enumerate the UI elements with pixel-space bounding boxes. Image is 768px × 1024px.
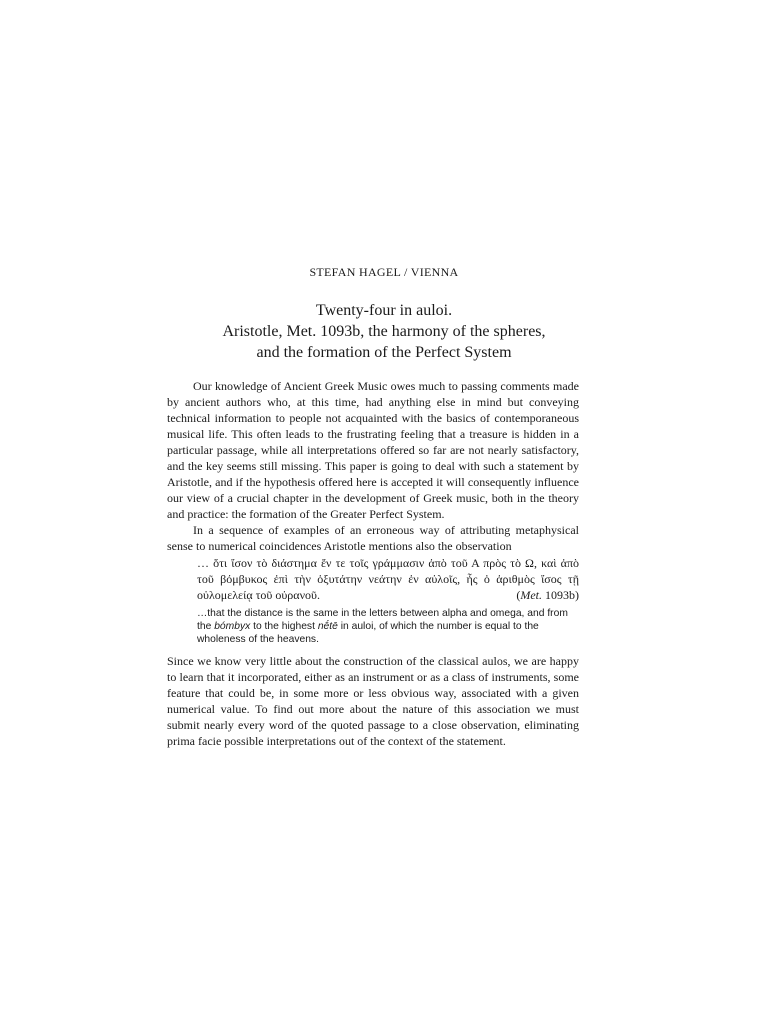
- author-line: STEFAN HAGEL / VIENNA: [309, 265, 459, 279]
- greek-citation: [516, 587, 579, 603]
- paper-title: [0, 300, 768, 363]
- translation-term-bombyx: bómbyx: [214, 621, 251, 632]
- greek-quote-text: … ὅτι ἴσον τὸ διάστημα ἔν τε τοῖς γράμμασιν ἀπὸ τοῦ Α πρὸς τὸ Ω, καὶ ἀπὸ τοῦ βόμβυκος ἐπὶ τὴν ὀξυτάτην νεάτην ἐν αὐλοῖς, ἧς ὁ ἀριθμὸς ἴσος τῇ οὐλομελείᾳ τοῦ οὐρανοῦ.: [197, 556, 579, 602]
- title-line-3: and the formation of the Perfect System: [256, 344, 512, 361]
- translation-part-e: in auloi, of which the number is equal to the wholeness of the heavens.: [197, 621, 539, 645]
- title-line-2: Aristotle, Met. 1093b, the harmony of the spheres,: [222, 323, 546, 340]
- greek-quotation: [197, 555, 579, 603]
- translation-part-a: …that the distance is the same in the letters between alpha and omega, and from the: [197, 608, 568, 632]
- body-text: [167, 378, 579, 749]
- paragraph-2: In a sequence of examples of an erroneous way of attributing metaphysical sense to numerical coincidences Aristotle mentions also the observation: [167, 523, 579, 553]
- translation-part-c: to the highest: [250, 621, 318, 632]
- citation-open: (: [516, 588, 521, 602]
- title-line-1: Twenty-four in auloi.: [315, 302, 453, 319]
- translation: [197, 607, 579, 646]
- citation-work: Met.: [520, 588, 542, 602]
- paragraph-1: Our knowledge of Ancient Greek Music owes much to passing comments made by ancient authors who, at this time, had anything else in mind but conveying technical information to people not acquainted with the basics of contemporaneous musical life. This often leads to the frustrating feeling that a treasure is hidden in a particular passage, while all interpretations offered so far are not nearly satisfactory, and the key seems still missing. This paper is going to deal with such a statement by Aristotle, and if the hypothesis offered here is accepted it will consequently influence our view of a crucial chapter in the development of Greek music, both in the theory and practice: the formation of the Greater Perfect System.: [167, 379, 579, 521]
- translation-term-nete: nḗtē: [317, 621, 338, 632]
- paragraph-3: Since we know very little about the construction of the classical aulos, we are happy to learn that it incorporated, either as an instrument or as a class of instruments, some feature that could be, in some more or less obvious way, associated with a given numerical value. To find out more about the nature of this association we must submit nearly every word of the quoted passage to a close observation, eliminating prima facie possible interpretations out of the context of the statement.: [167, 654, 579, 748]
- citation-number: 1093b): [542, 588, 579, 602]
